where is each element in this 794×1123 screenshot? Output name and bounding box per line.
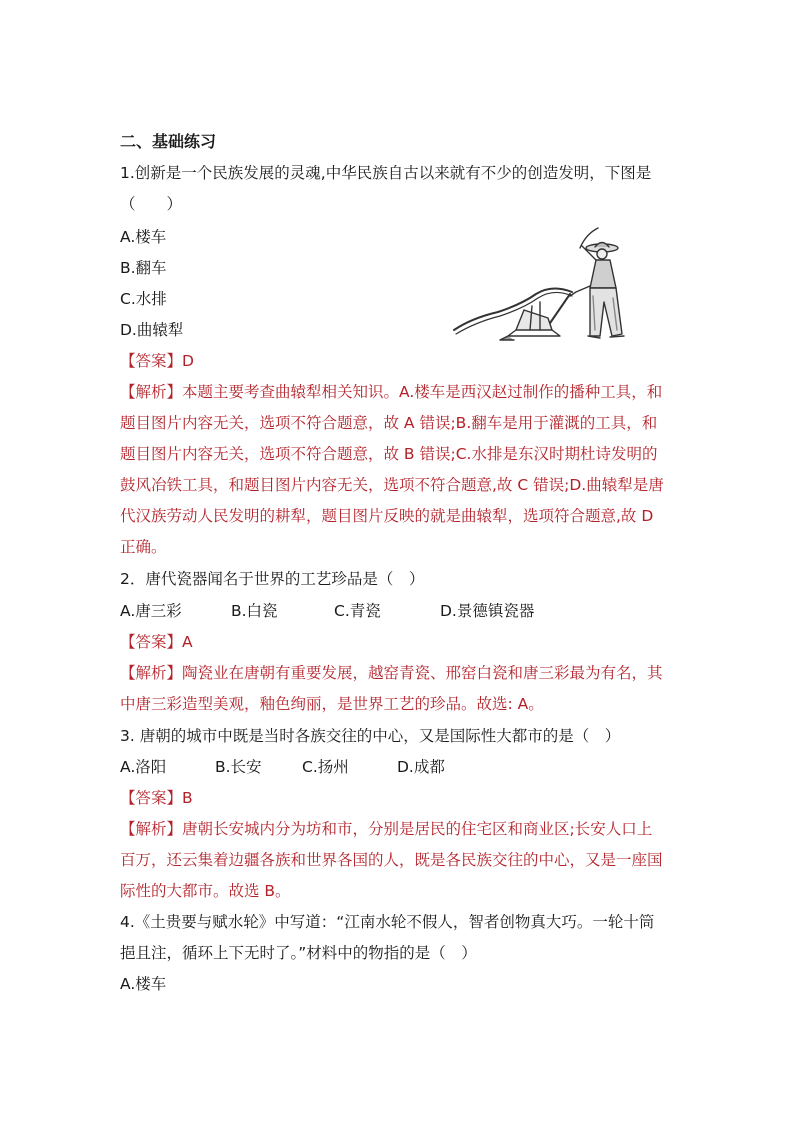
plow-farmer-illustration bbox=[452, 226, 642, 344]
q3-option-b: B.长安 bbox=[215, 758, 262, 776]
q1-analysis-line: 题目图片内容无关，选项不符合题意，故 B 错误;C.水排是东汉时期杜诗发明的 bbox=[120, 445, 658, 463]
q2-stem: 2．唐代瓷器闻名于世界的工艺珍品是（ ） bbox=[120, 570, 425, 588]
q1-analysis-line: 代汉族劳动人民发明的耕犁，题目图片反映的就是曲辕犁，选项符合题意,故 D bbox=[120, 507, 654, 525]
q3-option-a: A.洛阳 bbox=[120, 758, 167, 776]
q1-stem-line-2: （ ） bbox=[120, 195, 183, 213]
q1-analysis-line: 题目图片内容无关，选项不符合题意，故 A 错误;B.翻车是用于灌溉的工具，和 bbox=[120, 414, 658, 432]
q1-option-c: C.水排 bbox=[120, 290, 167, 308]
q1-analysis-label: 【解析】 bbox=[120, 383, 183, 401]
q2-analysis-line: 中唐三彩造型美观，釉色绚丽，是世界工艺的珍品。故选: A。 bbox=[120, 695, 544, 713]
q1-analysis-line: 正确。 bbox=[120, 538, 167, 556]
q1-answer-value: D bbox=[182, 352, 194, 370]
section-title: 二、基础练习 bbox=[120, 132, 217, 151]
q2-option-b: B.白瓷 bbox=[231, 602, 278, 620]
q2-option-a: A.唐三彩 bbox=[120, 602, 182, 620]
q2-option-d: D.景德镇瓷器 bbox=[440, 602, 535, 620]
q4-option-a: A.楼车 bbox=[120, 975, 167, 993]
q4-stem-line-2: 挹且注，循环上下无时了。”材料中的物指的是（ ） bbox=[120, 944, 477, 962]
q2-answer-value: A bbox=[182, 633, 193, 651]
q1-analysis-line: 鼓风冶铁工具，和题目图片内容无关，选项不符合题意,故 C 错误;D.曲辕犁是唐 bbox=[120, 476, 664, 494]
q2-option-c: C.青瓷 bbox=[334, 602, 381, 620]
q2-answer-label: 【答案】 bbox=[120, 633, 183, 651]
q3-analysis-label: 【解析】 bbox=[120, 820, 183, 838]
q3-stem: 3. 唐朝的城市中既是当时各族交往的中心，又是国际性大都市的是（ ） bbox=[120, 727, 621, 745]
q4-stem-line-1: 4.《土贵要与赋水轮》中写道：“江南水轮不假人，智者创物真大巧。一轮十筒 bbox=[120, 913, 655, 931]
q2-analysis-label: 【解析】 bbox=[120, 664, 183, 682]
q3-analysis-line: 唐朝长安城内分为坊和市，分别是居民的住宅区和商业区;长安人口上 bbox=[182, 820, 653, 838]
q3-answer-label: 【答案】 bbox=[120, 789, 183, 807]
q3-analysis-line: 际性的大都市。故选 B。 bbox=[120, 882, 291, 900]
q1-stem-line-1: 1.创新是一个民族发展的灵魂,中华民族自古以来就有不少的创造发明，下图是 bbox=[120, 164, 652, 182]
q3-option-c: C.扬州 bbox=[302, 758, 349, 776]
q1-answer-label: 【答案】 bbox=[120, 352, 183, 370]
q3-answer-value: B bbox=[182, 789, 193, 807]
q3-option-d: D.成都 bbox=[397, 758, 445, 776]
q1-option-d: D.曲辕犁 bbox=[120, 321, 184, 339]
q1-option-a: A.楼车 bbox=[120, 228, 167, 246]
q1-option-b: B.翻车 bbox=[120, 259, 167, 277]
q3-analysis-line: 百万，还云集着边疆各族和世界各国的人，既是各民族交往的中心，又是一座国 bbox=[120, 851, 663, 869]
q1-analysis-line: 本题主要考查曲辕犁相关知识。A.楼车是西汉赵过制作的播种工具，和 bbox=[182, 383, 663, 401]
q2-analysis-line: 陶瓷业在唐朝有重要发展，越窑青瓷、邢窑白瓷和唐三彩最为有名，其 bbox=[182, 664, 663, 682]
